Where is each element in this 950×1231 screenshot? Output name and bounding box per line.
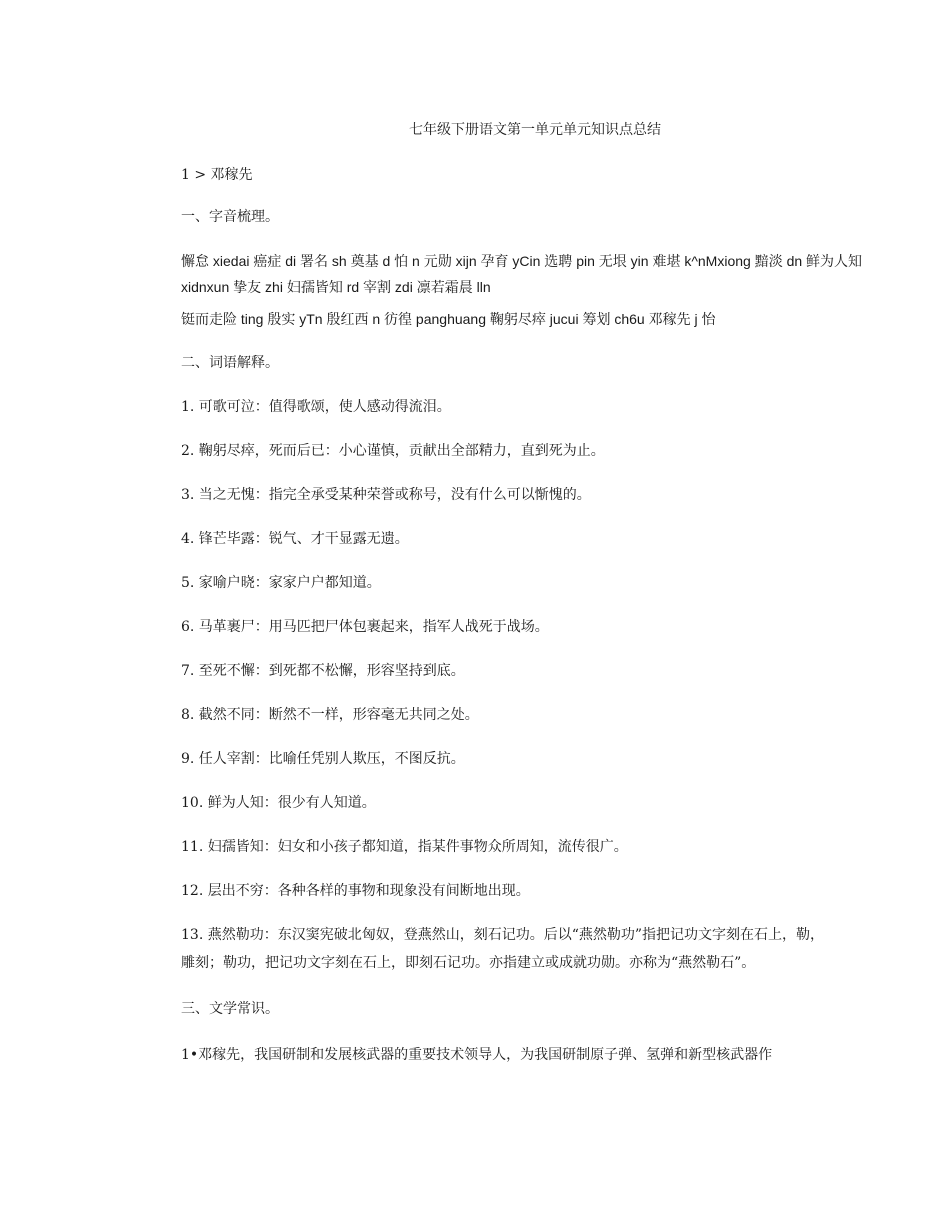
definition-item: 5. 家喻户晓：家家户户都知道。 [181, 575, 381, 591]
pronunciation-line-3: 铤而走险 ting 殷实 yTn 殷红西 n 彷徨 panghuang 鞠躬尽瘁 jucui 筹划 ch6u 邓稼先 j 怡 [181, 311, 716, 327]
pronunciation-line-1: 懈怠 xiedai 癌症 di 署名 sh 奠基 d 怕 n 元勋 xijn 孕育 yCin 选聘 pin 无垠 yin 难堪 k^nMxiong 黯淡 dn 鲜为人知 [181, 253, 863, 269]
definition-item: 7. 至死不懈：到死都不松懈，形容坚持到底。 [181, 663, 465, 679]
definition-item: 1. 可歌可泣：值得歌颂，使人感动得流泪。 [181, 399, 451, 415]
literature-item: 1•邓稼先，我国研制和发展核武器的重要技术领导人，为我国研制原子弹、氢弹和新型核武器作 [181, 1047, 773, 1063]
definition-item: 2. 鞠躬尽瘁，死而后已：小心谨慎，贡献出全部精力，直到死为止。 [181, 443, 605, 459]
definition-item: 6. 马革裹尸：用马匹把尸体包裹起来，指军人战死于战场。 [181, 619, 549, 635]
lesson-heading: 1 > 邓稼先 [181, 167, 253, 183]
document-title: 七年级下册语文第一单元单元知识点总结 [409, 122, 661, 138]
definition-item: 3. 当之无愧：指完全承受某种荣誉或称号，没有什么可以惭愧的。 [181, 487, 591, 503]
pronunciation-line-2: xidnxun 挚友 zhi 妇孺皆知 rd 宰割 zdi 凛若霜晨 lln [181, 279, 491, 295]
definition-item: 11. 妇孺皆知：妇女和小孩子都知道，指某件事物众所周知，流传很广。 [181, 839, 628, 855]
section-heading-literature: 三、文学常识。 [181, 1001, 279, 1017]
definition-item: 10. 鲜为人知：很少有人知道。 [181, 795, 376, 811]
definition-item: 4. 锋芒毕露：锐气、才干显露无遗。 [181, 531, 409, 547]
definition-item: 9. 任人宰割：比喻任凭别人欺压，不图反抗。 [181, 751, 465, 767]
definition-item: 12. 层出不穷：各种各样的事物和现象没有间断地出现。 [181, 883, 530, 899]
definition-item-13-line-2: 雕刻；勒功，把记功文字刻在石上，即刻石记功。亦指建立或成就功勋。亦称为“燕然勒石”。 [181, 955, 756, 971]
definition-item-13-line-1: 13. 燕然勒功：东汉窦宪破北匈奴，登燕然山，刻石记功。后以“燕然勒功”指把记功文字刻在石上，勒， [181, 927, 825, 943]
definition-item: 8. 截然不同：断然不一样，形容毫无共同之处。 [181, 707, 479, 723]
section-heading-pronunciation: 一、字音梳理。 [181, 209, 279, 225]
section-heading-definitions: 二、词语解释。 [181, 355, 279, 371]
